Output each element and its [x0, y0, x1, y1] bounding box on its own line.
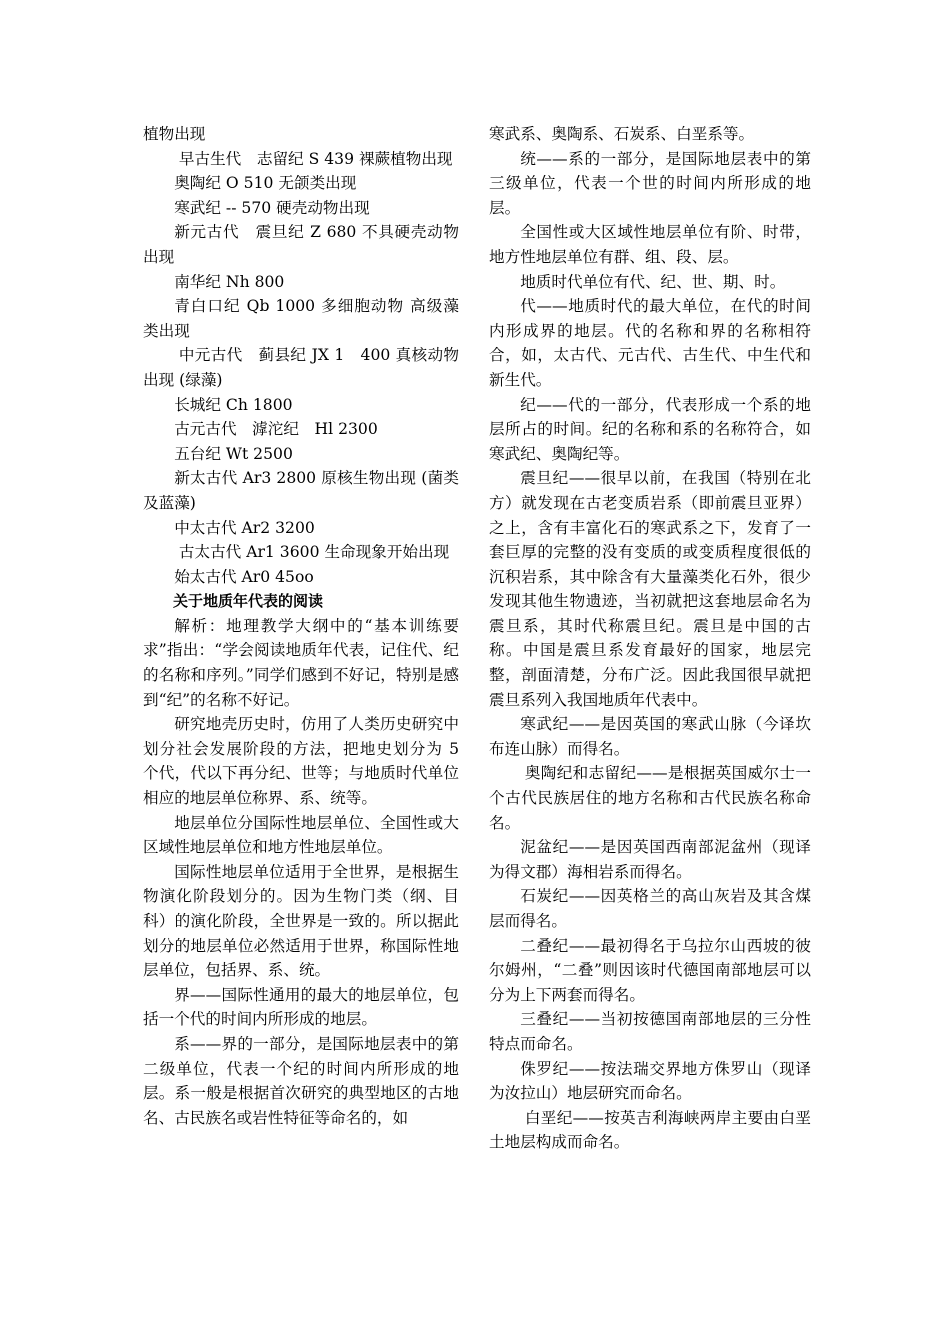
paragraph: 植物出现: [143, 125, 206, 143]
paragraph: 寒武纪——是因英国的寒武山脉（今译坎布连山脉）而得名。: [489, 715, 811, 758]
paragraph: 中太古代 Ar2 3200: [174, 518, 315, 537]
paragraph: 青白口纪 Qb 1000 多细胞动物 高级藻类出现: [143, 297, 459, 340]
paragraph: 三叠纪——当初按德国南部地层的三分性特点而命名。: [489, 1010, 811, 1053]
paragraph: 研究地壳历史时，仿用了人类历史研究中划分社会发展阶段的方法，把地史划分为 5 个代，代以下再分纪、世等；与地质时代单位相应的地层单位称界、系、统等。: [143, 715, 459, 808]
paragraph: 南华纪 Nh 800: [174, 272, 285, 291]
paragraph: 奥陶纪和志留纪——是根据英国威尔士一个古代民族居住的地方名称和古代民族名称命名。: [489, 764, 811, 832]
paragraph: 白垩纪——按英吉利海峡两岸主要由白垩土地层构成而命名。: [489, 1108, 811, 1152]
left-column: [143, 122, 459, 1130]
paragraph: 长城纪 Ch 1800: [174, 395, 293, 414]
paragraph: 古元古代 滹沱纪 Hl 2300: [174, 420, 378, 439]
paragraph: 早古生代 志留纪 S 439 裸蕨植物出现: [178, 149, 453, 168]
paragraph: 界——国际性通用的最大的地层单位，包括一个代的时间内所形成的地层。: [143, 985, 459, 1029]
right-column: [489, 122, 811, 1155]
paragraph: 纪——代的一部分，代表形成一个系的地层所占的时间。纪的名称和系的名称符合，如寒武纪、奥陶纪等。: [489, 395, 811, 463]
paragraph: 代——地质时代的最大单位，在代的时间内形成界的地层。代的名称和界的名称相符合，如，太古代、元古代、古生代、中生代和新生代。: [489, 297, 811, 389]
paragraph: 新元古代 震旦纪 Z 680 不具硬壳动物出现: [143, 223, 459, 266]
paragraph: 全国性或大区域性地层单位有阶、时带，地方性地层单位有群、组、段、层。: [489, 223, 811, 266]
paragraph: 二叠纪——最初得名于乌拉尔山西坡的彼尔姆州，“二叠”则因该时代德国南部地层可以分为上下两套而得名。: [489, 936, 811, 1004]
paragraph: 古太古代 Ar1 3600 生命现象开始出现: [178, 543, 450, 562]
paragraph: 统——系的一部分，是国际地层表中的第三级单位，代表一个世的时间内所形成的地层。: [489, 149, 811, 217]
paragraph: 地质时代单位有代、纪、世、期、时。: [520, 272, 786, 291]
paragraph: 系——界的一部分，是国际地层表中的第二级单位，代表一个纪的时间内所形成的地层。系一般是根据首次研究的典型地区的古地名、古民族名或岩性特征等命名的，如: [143, 1034, 459, 1127]
paragraph: 震旦纪——很早以前，在我国（特别在北方）就发现在古老变质岩系（即前震旦亚界）之上，含有丰富化石的寒武系之下，发育了一套巨厚的完整的没有变质的或变质程度很低的沉积岩系，其中除含有大量藻类化石外，很少发现其他生物遗迹，当初就把这套地层命名为震旦系，其时代称震旦纪。震旦是中国的古称。中国是震旦系发育最好的国家，地层完整，剖面清楚，分布广泛。因此我国很早就把震旦系列入我国地质年代表中。: [489, 469, 811, 709]
paragraph: 侏罗纪——按法瑞交界地方侏罗山（现译为汝拉山）地层研究而命名。: [489, 1059, 811, 1103]
paragraph: 中元古代 蓟县纪 JX 1 400 真核动物出现 (绿藻): [143, 346, 459, 389]
section-heading: 关于地质年代表的阅读: [173, 592, 324, 611]
paragraph: 石炭纪——因英格兰的高山灰岩及其含煤层而得名。: [489, 887, 811, 930]
paragraph: 泥盆纪——是因英国西南部泥盆州（现译为得文郡）海相岩系而得名。: [489, 838, 811, 881]
paragraph: 国际性地层单位适用于全世界，是根据生物演化阶段划分的。因为生物门类（纲、目科）的演化阶段，全世界是一致的。所以据此划分的地层单位必然适用于世界，称国际性地层单位，包括界、系、统。: [143, 862, 459, 980]
paragraph: 寒武纪 -- 570 硬壳动物出现: [174, 198, 370, 217]
paragraph: 解析：地理教学大纲中的“基本训练要求”指出：“学会阅读地质年代表，记住代、纪的名称和序列。”同学们感到不好记，特别是感到“纪”的名称不好记。: [143, 616, 459, 709]
paragraph: 新太古代 Ar3 2800 原核生物出现 (菌类及蓝藻): [143, 469, 459, 512]
paragraph: 寒武系、奥陶系、石炭系、白垩系等。: [489, 125, 755, 143]
paragraph: 地层单位分国际性地层单位、全国性或大区域性地层单位和地方性地层单位。: [143, 813, 459, 857]
paragraph: 奥陶纪 O 510 无颌类出现: [174, 174, 357, 193]
paragraph: 始太古代 Ar0 45oo: [174, 567, 314, 586]
paragraph: 五台纪 Wt 2500: [174, 444, 293, 463]
